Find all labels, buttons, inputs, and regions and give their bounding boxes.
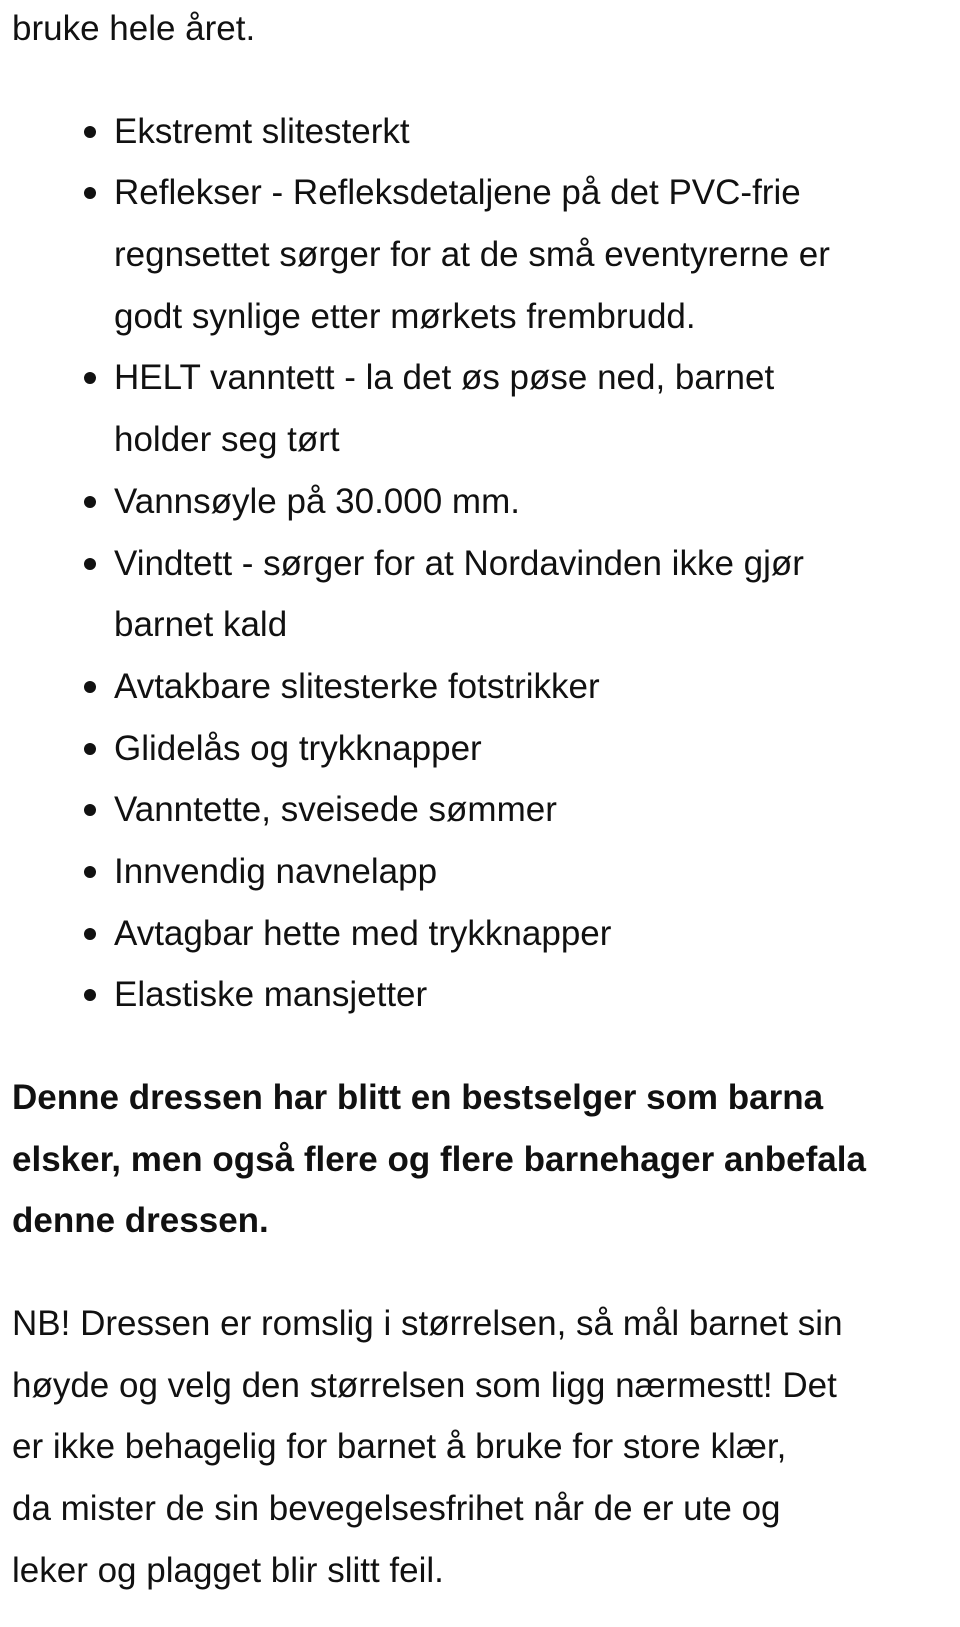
- text-line: regnsettet sørger for at de små eventyrerne er: [114, 235, 830, 275]
- bullet-icon: [84, 928, 96, 940]
- feature-list-item: [0, 779, 960, 841]
- feature-list-item: [0, 964, 960, 1026]
- text-line: elsker, men også flere og flere barnehager anbefala: [12, 1139, 866, 1179]
- text-line: Vannsøyle på 30.000 mm.: [114, 481, 520, 521]
- text-line: Elastiske mansjetter: [114, 975, 428, 1015]
- bullet-icon: [84, 496, 96, 508]
- sizing-note-paragraph: [0, 1293, 960, 1601]
- feature-list-item: [0, 656, 960, 718]
- feature-list-item: [0, 471, 960, 533]
- text-line: barnet kald: [114, 605, 288, 645]
- bullet-icon: [84, 126, 96, 138]
- text-line: NB! Dressen er romslig i størrelsen, så mål barnet sin: [12, 1304, 843, 1344]
- text-line: Avtakbare slitesterke fotstrikker: [114, 666, 600, 706]
- text-line: høyde og velg den størrelsen som ligg nærmestt! Det: [12, 1365, 837, 1405]
- text-line: Avtagbar hette med trykknapper: [114, 913, 612, 953]
- text-line: bruke hele året.: [12, 9, 256, 48]
- text-line: da mister de sin bevegelsesfrihet når de er ute og: [12, 1489, 781, 1529]
- text-line: Vindtett - sørger for at Nordavinden ikke gjør: [114, 543, 804, 583]
- bullet-icon: [84, 681, 96, 693]
- bullet-icon: [84, 558, 96, 570]
- bestseller-paragraph: [0, 1067, 960, 1252]
- bullet-icon: [84, 743, 96, 755]
- bullet-icon: [84, 866, 96, 878]
- text-line: er ikke behagelig for barnet å bruke for store klær,: [12, 1427, 787, 1467]
- feature-list-item: [0, 101, 960, 163]
- feature-list-item: [0, 347, 960, 470]
- text-line: holder seg tørt: [114, 420, 340, 460]
- text-line: Innvendig navnelapp: [114, 851, 438, 891]
- text-line: denne dressen.: [12, 1201, 269, 1241]
- text-line: Glidelås og trykknapper: [114, 728, 482, 768]
- intro-paragraph: [0, 0, 960, 60]
- feature-list-item: [0, 903, 960, 965]
- feature-list: [0, 101, 960, 1026]
- text-line: leker og plagget blir slitt feil.: [12, 1550, 444, 1590]
- text-line: HELT vanntett - la det øs pøse ned, barnet: [114, 358, 775, 398]
- text-line: godt synlige etter mørkets frembrudd.: [114, 296, 696, 336]
- feature-list-item: [0, 718, 960, 780]
- text-line: Vanntette, sveisede sømmer: [114, 790, 557, 830]
- text-line: Denne dressen har blitt en bestselger som barna: [12, 1078, 824, 1117]
- feature-list-item: [0, 162, 960, 347]
- feature-list-item: [0, 841, 960, 903]
- text-line: Ekstremt slitesterkt: [114, 111, 410, 151]
- feature-list-item: [0, 533, 960, 656]
- text-line: Reflekser - Refleksdetaljene på det PVC-frie: [114, 173, 801, 213]
